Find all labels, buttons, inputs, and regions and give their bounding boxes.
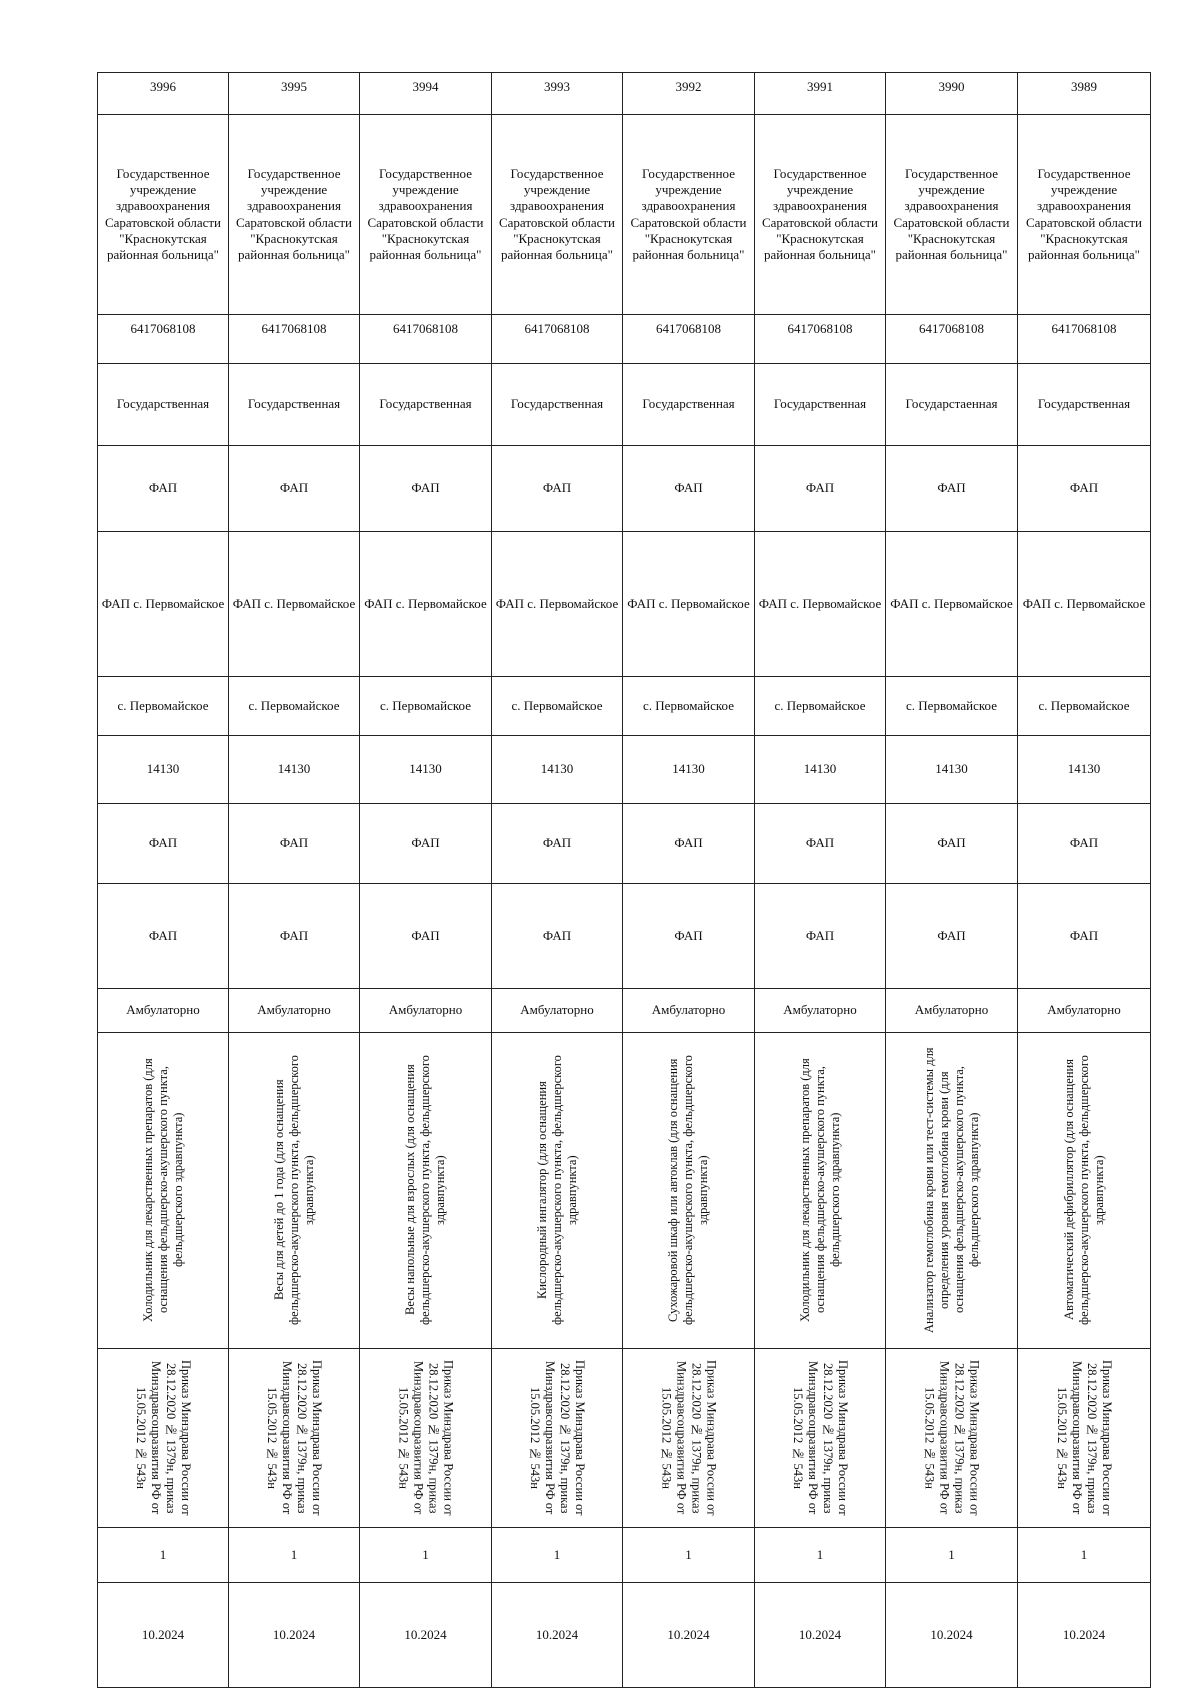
facility-type-cell: ФАП: [886, 445, 1018, 531]
quantity-cell: 1: [360, 1527, 492, 1582]
inn-cell: 6417068108: [886, 315, 1018, 363]
table-row: [98, 1033, 1151, 1349]
subdivision-cell: ФАП: [492, 883, 623, 988]
care-condition-cell: Амбулаторно: [886, 988, 1018, 1032]
inn-cell: 6417068108: [1018, 315, 1151, 363]
locality-code-cell: 14130: [360, 736, 492, 803]
record-id-cell: 3996: [98, 73, 229, 115]
date-cell: 10.2024: [755, 1582, 886, 1687]
facility-name-cell: ФАП с. Первомайское: [623, 532, 755, 677]
profile-cell: ФАП: [98, 803, 229, 883]
table-row: [98, 532, 1151, 677]
record-id-cell: 3994: [360, 73, 492, 115]
inn-cell: 6417068108: [360, 315, 492, 363]
locality-code-cell: 14130: [623, 736, 755, 803]
legal-basis-text: Приказ Минздрава России от 28.12.2020 № 1379н, приказ Минздравсоцразвития РФ от 15.05.2012 № 543н: [922, 1360, 982, 1516]
inn-cell: 6417068108: [623, 315, 755, 363]
equipment-name-text: Автоматический дефибриллятор (для оснащения фельдшерско-акушерского пункта, фельдшерского здравпункта): [1061, 1055, 1106, 1326]
table-row: [98, 883, 1151, 988]
date-cell: 10.2024: [886, 1582, 1018, 1687]
profile-cell: ФАП: [360, 803, 492, 883]
profile-cell: ФАП: [229, 803, 360, 883]
record-id-cell: 3991: [755, 73, 886, 115]
locality-code-cell: 14130: [886, 736, 1018, 803]
quantity-cell: 1: [492, 1527, 623, 1582]
ownership-cell: Государственная: [360, 363, 492, 445]
legal-basis-cell: [492, 1348, 623, 1527]
facility-type-cell: ФАП: [1018, 445, 1151, 531]
table-row: [98, 115, 1151, 315]
inn-cell: 6417068108: [492, 315, 623, 363]
equipment-name-text: Весы для детей до 1 года (для оснащения фельдшерско-акушерского пункта, фельдшерского здравпункта): [271, 1055, 316, 1326]
table-row: [98, 677, 1151, 736]
organization-cell: Государственное учреждение здравоохранения Саратовской области "Краснокутская районная больница": [755, 115, 886, 315]
equipment-name-text: Кислородный ингалятор (для оснащения фельдшерско-акушерского пункта, фельдшерского здравпункта): [534, 1055, 579, 1326]
table-row: [98, 803, 1151, 883]
record-id-cell: 3989: [1018, 73, 1151, 115]
organization-cell: Государственное учреждение здравоохранения Саратовской области "Краснокутская районная больница": [360, 115, 492, 315]
date-cell: 10.2024: [623, 1582, 755, 1687]
quantity-cell: 1: [1018, 1527, 1151, 1582]
organization-cell: Государственное учреждение здравоохранения Саратовской области "Краснокутская районная больница": [229, 115, 360, 315]
equipment-name-cell: [360, 1033, 492, 1349]
facility-type-cell: ФАП: [360, 445, 492, 531]
date-cell: 10.2024: [492, 1582, 623, 1687]
legal-basis-text: Приказ Минздрава России от 28.12.2020 № 1379н, приказ Минздравсоцразвития РФ от 15.05.2012 № 543н: [396, 1360, 456, 1516]
legal-basis-cell: [886, 1348, 1018, 1527]
profile-cell: ФАП: [492, 803, 623, 883]
quantity-cell: 1: [755, 1527, 886, 1582]
equipment-name-cell: [755, 1033, 886, 1349]
record-id-cell: 3990: [886, 73, 1018, 115]
legal-basis-cell: [229, 1348, 360, 1527]
date-cell: 10.2024: [1018, 1582, 1151, 1687]
ownership-cell: Государственная: [1018, 363, 1151, 445]
locality-code-cell: 14130: [229, 736, 360, 803]
table-row: [98, 445, 1151, 531]
organization-cell: Государственное учреждение здравоохранения Саратовской области "Краснокутская районная больница": [886, 115, 1018, 315]
record-id-cell: 3993: [492, 73, 623, 115]
legal-basis-cell: [1018, 1348, 1151, 1527]
table-row: [98, 1527, 1151, 1582]
ownership-cell: Государственная: [623, 363, 755, 445]
quantity-cell: 1: [98, 1527, 229, 1582]
facility-name-cell: ФАП с. Первомайское: [98, 532, 229, 677]
table-row: [98, 988, 1151, 1032]
equipment-name-text: Холодильник для лекарственных препаратов (для оснащения фельдшерско-акушерского пункта, фельдшерского здравпункта): [797, 1058, 842, 1323]
profile-cell: ФАП: [623, 803, 755, 883]
facility-name-cell: ФАП с. Первомайское: [492, 532, 623, 677]
facility-type-cell: ФАП: [229, 445, 360, 531]
facility-name-cell: ФАП с. Первомайское: [360, 532, 492, 677]
equipment-name-text: Анализатор гемоглобина крови или тест-системы для определения уровня гемоглобина крови (для оснащения фельдшерско-акушерского пункта, фельдшерского здравпункта): [921, 1047, 981, 1334]
care-condition-cell: Амбулаторно: [1018, 988, 1151, 1032]
equipment-name-cell: [492, 1033, 623, 1349]
inn-cell: 6417068108: [229, 315, 360, 363]
ownership-cell: Государственная: [229, 363, 360, 445]
ownership-cell: Государственная: [755, 363, 886, 445]
legal-basis-text: Приказ Минздрава России от 28.12.2020 № 1379н, приказ Минздравсоцразвития РФ от 15.05.2012 № 543н: [1055, 1360, 1114, 1516]
locality-cell: с. Первомайское: [229, 677, 360, 736]
equipment-name-text: Весы напольные для взрослых (для оснащения фельдшерско-акушерского пункта, фельдшерского здравпункта): [403, 1055, 447, 1326]
subdivision-cell: ФАП: [1018, 883, 1151, 988]
legal-basis-cell: [755, 1348, 886, 1527]
locality-cell: с. Первомайское: [492, 677, 623, 736]
quantity-cell: 1: [623, 1527, 755, 1582]
equipment-name-cell: [229, 1033, 360, 1349]
profile-cell: ФАП: [886, 803, 1018, 883]
locality-code-cell: 14130: [492, 736, 623, 803]
ownership-cell: Государстaенная: [886, 363, 1018, 445]
care-condition-cell: Амбулаторно: [360, 988, 492, 1032]
document-page: [97, 72, 1150, 1688]
subdivision-cell: ФАП: [98, 883, 229, 988]
date-cell: 10.2024: [360, 1582, 492, 1687]
equipment-table: [97, 72, 1151, 1688]
profile-cell: ФАП: [1018, 803, 1151, 883]
facility-name-cell: ФАП с. Первомайское: [229, 532, 360, 677]
record-id-cell: 3995: [229, 73, 360, 115]
table-row: [98, 1582, 1151, 1687]
facility-name-cell: ФАП с. Первомайское: [886, 532, 1018, 677]
care-condition-cell: Амбулаторно: [229, 988, 360, 1032]
equipment-name-cell: [886, 1033, 1018, 1349]
table-row: [98, 315, 1151, 363]
legal-basis-cell: [98, 1348, 229, 1527]
subdivision-cell: ФАП: [229, 883, 360, 988]
organization-cell: Государственное учреждение здравоохранения Саратовской области "Краснокутская районная больница": [1018, 115, 1151, 315]
equipment-name-cell: [98, 1033, 229, 1349]
table-row: [98, 736, 1151, 803]
record-id-cell: 3992: [623, 73, 755, 115]
facility-type-cell: ФАП: [98, 445, 229, 531]
legal-basis-cell: [360, 1348, 492, 1527]
inn-cell: 6417068108: [755, 315, 886, 363]
table-row: [98, 73, 1151, 115]
legal-basis-text: Приказ Минздрава России от 28.12.2020 № 1379н, приказ Минздравсоцразвития РФ от 15.05.2012 № 543н: [134, 1360, 193, 1516]
locality-cell: с. Первомайское: [1018, 677, 1151, 736]
locality-cell: с. Первомайское: [360, 677, 492, 736]
organization-cell: Государственное учреждение здравоохранения Саратовской области "Краснокутская районная больница": [98, 115, 229, 315]
legal-basis-text: Приказ Минздрава России от 28.12.2020 № 1379н, приказ Минздравсоцразвития РФ от 15.05.2012 № 543н: [659, 1360, 719, 1516]
care-condition-cell: Амбулаторно: [492, 988, 623, 1032]
legal-basis-text: Приказ Минздрава России от 28.12.2020 № 1379н, приказ Минздравсоцразвития РФ от 15.05.2012 № 543н: [791, 1360, 850, 1516]
quantity-cell: 1: [229, 1527, 360, 1582]
facility-name-cell: ФАП с. Первомайское: [1018, 532, 1151, 677]
locality-code-cell: 14130: [1018, 736, 1151, 803]
subdivision-cell: ФАП: [886, 883, 1018, 988]
legal-basis-text: Приказ Минздрава России от 28.12.2020 № 1379н, приказ Минздравсоцразвития РФ от 15.05.2012 № 543н: [528, 1360, 587, 1516]
subdivision-cell: ФАП: [755, 883, 886, 988]
quantity-cell: 1: [886, 1527, 1018, 1582]
table-row: [98, 1348, 1151, 1527]
locality-code-cell: 14130: [755, 736, 886, 803]
ownership-cell: Государственная: [98, 363, 229, 445]
date-cell: 10.2024: [229, 1582, 360, 1687]
facility-type-cell: ФАП: [755, 445, 886, 531]
locality-cell: с. Первомайское: [98, 677, 229, 736]
organization-cell: Государственное учреждение здравоохранения Саратовской области "Краснокутская районная больница": [623, 115, 755, 315]
locality-cell: с. Первомайское: [623, 677, 755, 736]
subdivision-cell: ФАП: [360, 883, 492, 988]
locality-cell: с. Первомайское: [886, 677, 1018, 736]
care-condition-cell: Амбулаторно: [623, 988, 755, 1032]
ownership-cell: Государственная: [492, 363, 623, 445]
care-condition-cell: Амбулаторно: [755, 988, 886, 1032]
legal-basis-text: Приказ Минздрава России от 28.12.2020 № 1379н, приказ Минздравсоцразвития РФ от 15.05.2012 № 543н: [265, 1360, 324, 1516]
facility-type-cell: ФАП: [623, 445, 755, 531]
care-condition-cell: Амбулаторно: [98, 988, 229, 1032]
profile-cell: ФАП: [755, 803, 886, 883]
table-row: [98, 363, 1151, 445]
organization-cell: Государственное учреждение здравоохранения Саратовской области "Краснокутская районная больница": [492, 115, 623, 315]
facility-type-cell: ФАП: [492, 445, 623, 531]
facility-name-cell: ФАП с. Первомайское: [755, 532, 886, 677]
equipment-name-cell: [623, 1033, 755, 1349]
locality-code-cell: 14130: [98, 736, 229, 803]
equipment-name-cell: [1018, 1033, 1151, 1349]
equipment-name-text: Сухожаровой шкаф или автоклав (для оснащения фельдшерско-акушерского пункта, фельдшерского здравпункта): [666, 1055, 710, 1326]
legal-basis-cell: [623, 1348, 755, 1527]
date-cell: 10.2024: [98, 1582, 229, 1687]
equipment-name-text: Холодильник для лекарственных препаратов (для оснащения фельдшерско-акушерского пункта, фельдшерского здравпункта): [140, 1058, 185, 1323]
subdivision-cell: ФАП: [623, 883, 755, 988]
locality-cell: с. Первомайское: [755, 677, 886, 736]
inn-cell: 6417068108: [98, 315, 229, 363]
